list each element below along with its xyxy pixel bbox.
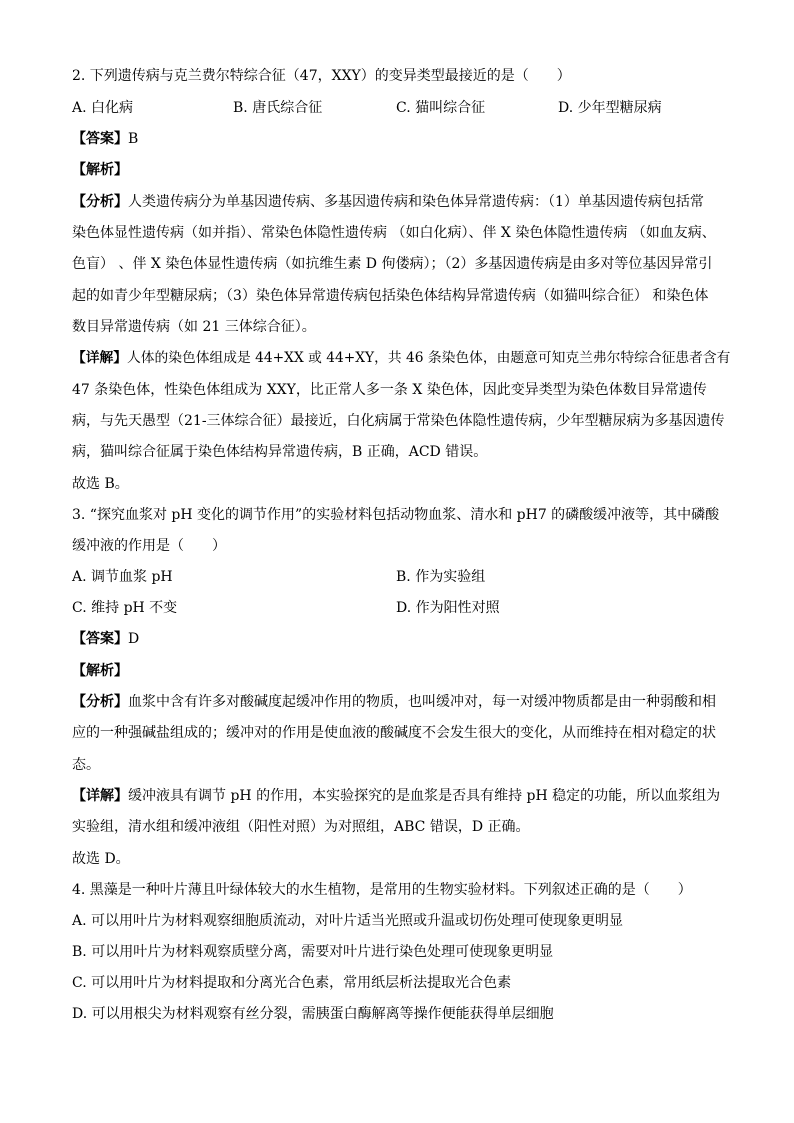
section-tag: 【解析】 [72, 663, 128, 679]
q2-analysis-line: 起的如青少年型糖尿病；（3）染色体异常遗传病包括染色体结构异常遗传病（如猫叫综合征） 和染色体 [72, 288, 709, 304]
q2-analysis-line: 【分析】人类遗传病分为单基因遗传病、多基因遗传病和染色体异常遗传病：（1）单基因遗传病包括常 [72, 194, 704, 210]
section-tag: 【分析】 [72, 194, 128, 210]
section-tag: 【详解】 [72, 788, 128, 804]
q2-answer: 【答案】B [72, 131, 139, 147]
q3-option-d: D. 作为阳性对照 [396, 600, 500, 616]
section-tag: 【分析】 [72, 694, 128, 710]
q3-stem-line: 3. “探究血浆对 pH 变化的调节作用”的实验材料包括动物血浆、清水和 pH7 的磷酸缓冲液等，其中磷酸 [72, 507, 720, 523]
q3-option-c: C. 维持 pH 不变 [72, 600, 178, 616]
q3-analysis-line: 态。 [72, 757, 100, 773]
section-tag: 【详解】 [72, 350, 128, 366]
q2-option-c: C. 猫叫综合征 [396, 100, 486, 116]
q4-option-a: A. 可以用叶片为材料观察细胞质流动，对叶片适当光照或升温或切伤处理可使现象更明显 [72, 913, 624, 929]
q2-option-d: D. 少年型糖尿病 [558, 100, 662, 116]
q3-conclusion: 故选 D。 [72, 851, 130, 867]
q2-conclusion: 故选 B。 [72, 476, 129, 492]
q2-option-b: B. 唐氏综合征 [233, 100, 323, 116]
q2-option-a: A. 白化病 [72, 100, 134, 116]
q3-stem-line: 缓冲液的作用是（ ） [72, 538, 226, 554]
q2-detail-line: 【详解】人体的染色体组成是 44+XX 或 44+XY，共 46 条染色体，由题意可知克兰弗尔特综合征患者含有 [72, 350, 731, 366]
q4-option-b: B. 可以用叶片为材料观察质壁分离，需要对叶片进行染色处理可使现象更明显 [72, 944, 554, 960]
q2-analysis-line: 数目异常遗传病（如 21 三体综合征）。 [72, 319, 316, 335]
q4-option-c: C. 可以用叶片为材料提取和分离光合色素，常用纸层析法提取光合色素 [72, 975, 512, 991]
q3-analysis-line: 应的一种强碱盐组成的；缓冲对的作用是使血液的酸碱度不会发生很大的变化，从而维持在相对稳定的状 [72, 725, 716, 741]
q3-option-b: B. 作为实验组 [396, 569, 486, 585]
q2-analysis-line: 染色体显性遗传病（如并指）、常染色体隐性遗传病 （如白化病）、伴 X 染色体隐性遗传病 （如血友病、 [72, 225, 716, 241]
section-tag: 【答案】 [72, 131, 128, 147]
q3-analysis-line: 【分析】血浆中含有许多对酸碱度起缓冲作用的物质，也叫缓冲对，每一对缓冲物质都是由一种弱酸和相 [72, 694, 716, 710]
q3-detail-line: 实验组，清水组和缓冲液组（阳性对照）为对照组，ABC 错误，D 正确。 [72, 819, 530, 835]
q2-stem: 2. 下列遗传病与克兰费尔特综合征（47，XXY）的变异类型最接近的是（ ） [72, 68, 571, 84]
section-tag: 【解析】 [72, 162, 128, 178]
q4-stem: 4. 黑藻是一种叶片薄且叶绿体较大的水生植物，是常用的生物实验材料。下列叙述正确的是（ ） [72, 882, 692, 898]
q4-option-d: D. 可以用根尖为材料观察有丝分裂，需胰蛋白酶解离等操作便能获得单层细胞 [72, 1006, 554, 1022]
q2-detail-line: 病，猫叫综合征属于染色体结构异常遗传病，B 正确，ACD 错误。 [72, 444, 488, 460]
q3-detail-line: 【详解】缓冲液具有调节 pH 的作用，本实验探究的是血浆是否具有维持 pH 稳定的功能，所以血浆组为 [72, 788, 721, 804]
section-tag: 【答案】 [72, 631, 128, 647]
q2-detail-line: 47 条染色体，性染色体组成为 XXY，比正常人多一条 X 染色体，因此变异类型为染色体数目异常遗传 [72, 382, 707, 398]
q2-analysis-line: 色盲） 、伴 X 染色体显性遗传病（如抗维生素 D 佝偻病）；（2）多基因遗传病是由多对等位基因异常引 [72, 256, 713, 272]
q3-answer: 【答案】D [72, 631, 140, 647]
q3-jiexi-label [72, 662, 128, 680]
q2-jiexi-label [72, 161, 128, 179]
q2-detail-line: 病，与先天愚型（21-三体综合征）最接近，白化病属于常染色体隐性遗传病，少年型糖尿病为多基因遗传 [72, 413, 725, 429]
q3-option-a: A. 调节血浆 pH [72, 569, 173, 585]
